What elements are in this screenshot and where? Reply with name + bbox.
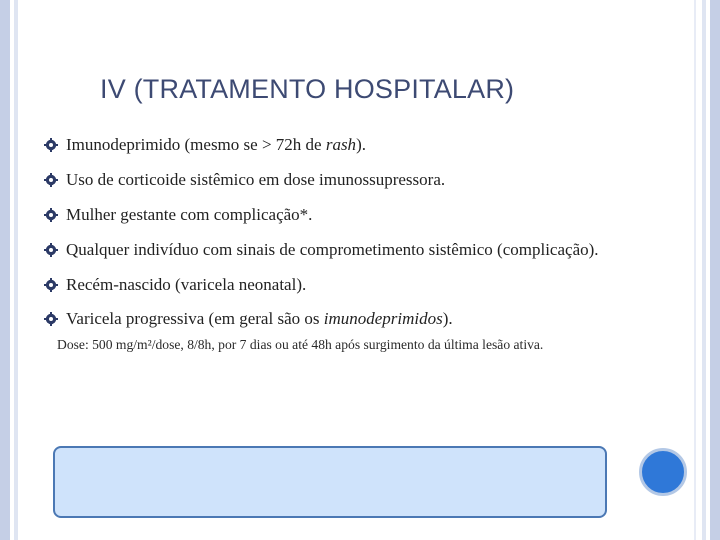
right-frame-thin-bar bbox=[694, 0, 696, 540]
decorative-circle bbox=[639, 448, 687, 496]
bullet-text: Imunodeprimido (mesmo se > 72h de rash). bbox=[66, 135, 366, 155]
empty-content-box bbox=[53, 446, 607, 518]
bullet-text: Uso de corticoide sistêmico em dose imunossupressora. bbox=[66, 170, 446, 190]
bullet-text: Recém-nascido (varicela neonatal). bbox=[66, 274, 307, 294]
dose-note: Dose: 500 mg/m²/dose, 8/8h, por 7 dias ou até 48h após surgimento da última lesão ativa. bbox=[57, 337, 544, 352]
bullet-item bbox=[44, 302, 684, 337]
bullet-item bbox=[44, 198, 684, 233]
right-frame-inner-bar bbox=[702, 0, 706, 540]
gear-bullet-icon bbox=[44, 243, 58, 257]
bullet-item bbox=[44, 163, 684, 198]
bullet-text: Varicela progressiva (em geral são os imunodeprimidos). bbox=[66, 309, 453, 329]
gear-bullet-icon bbox=[44, 208, 58, 222]
bullet-text: Mulher gestante com complicação*. bbox=[66, 204, 313, 224]
right-frame-bar bbox=[710, 0, 720, 540]
gear-bullet-icon bbox=[44, 278, 58, 292]
gear-bullet-icon bbox=[44, 312, 58, 326]
bullet-item bbox=[44, 232, 684, 267]
bullet-item bbox=[44, 128, 684, 163]
gear-bullet-icon bbox=[44, 173, 58, 187]
left-frame-inner-bar bbox=[14, 0, 18, 540]
left-frame-bar bbox=[0, 0, 10, 540]
bullet-item bbox=[44, 267, 684, 302]
bullet-text: Qualquer indivíduo com sinais de comprometimento sistêmico (complicação). bbox=[66, 239, 599, 259]
gear-bullet-icon bbox=[44, 138, 58, 152]
slide-title: IV (TRATAMENTO HOSPITALAR) bbox=[100, 74, 515, 104]
bullet-list bbox=[44, 128, 684, 337]
